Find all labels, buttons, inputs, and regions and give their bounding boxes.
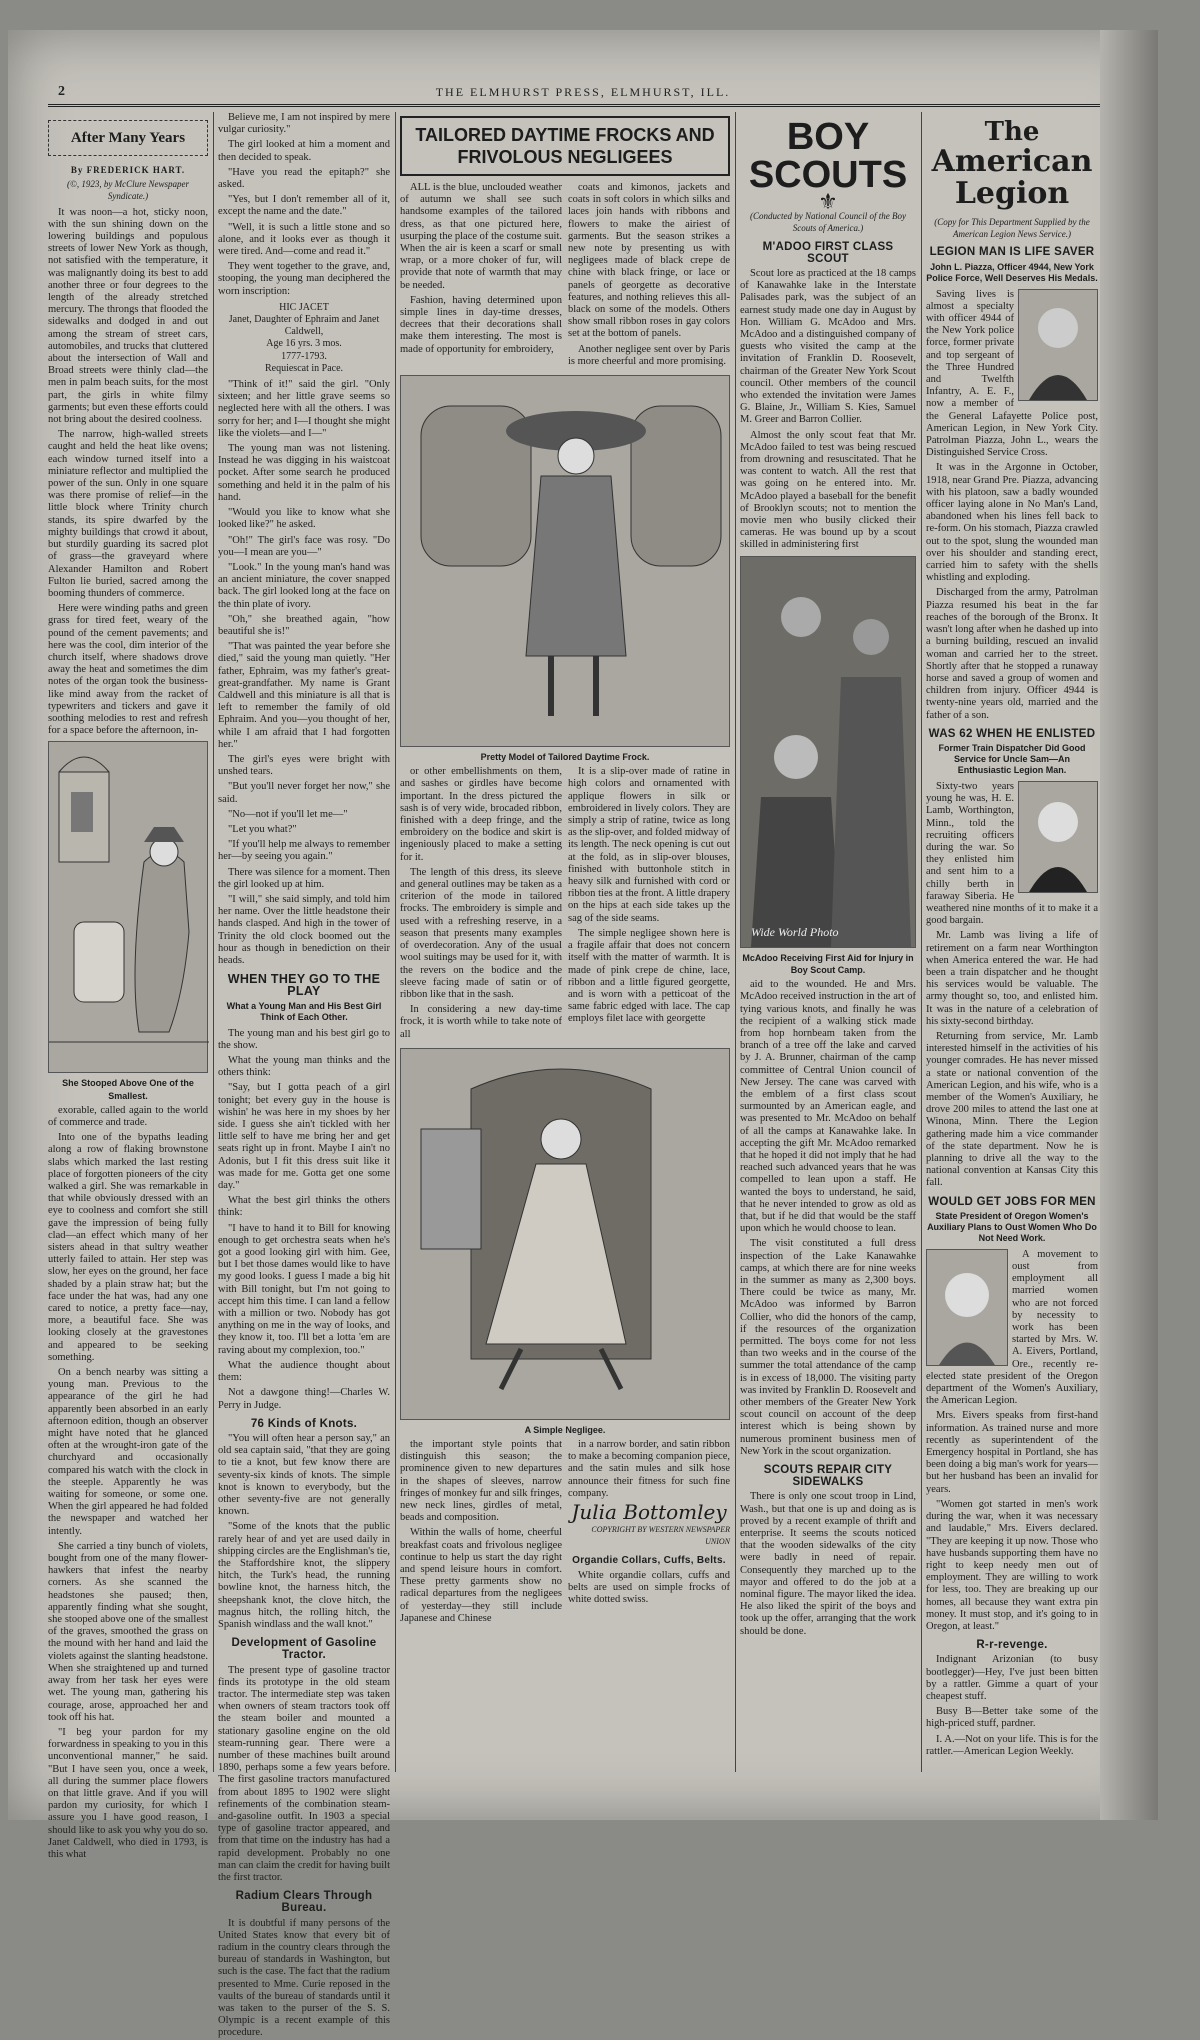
paragraph: The young man and his best girl go to the show. [218, 1027, 390, 1051]
boy-scouts-title [740, 118, 916, 194]
paragraph: Not a dawgone thing!—Charles W. Perry in Judge. [218, 1387, 390, 1411]
lamb-portrait-drawing [1019, 782, 1097, 892]
headline: 76 Kinds of Knots. [250, 1417, 358, 1430]
paragraph: "I beg your pardon for my forwardness in speaking to you in this unconventional manner," he said. "But I have seen you, once a week, all during the summer place flowers on that little grave. And if you will pardon my curiosity, for which I assure you I have good reason, I should like to ask you why you do so. Janet Caldwell, who died in 1793, is this what [48, 1726, 208, 1860]
paragraph: The narrow, high-walled streets caught and held the heat like ovens; each window turned itself into a miniature reflector and multiplied the power of the sun. Only in one square was there promise of relief—in the little block where Trinity church stands, its spire dwarfed by the mighty buildings that crowd it about, but sturdily guarding its sacred plot of grass—the graveyard where Alexander Hamilton and Robert Fulton lie buried, sacred among the booming thunders of commerce. [48, 429, 208, 599]
graveyard-illustration [48, 741, 208, 1073]
frock-drawing [401, 376, 731, 746]
paragraph: It was noon—a hot, sticky noon, with the sun shining down on the lowering buildings and populous streets of lower New York as though, not satisfied with the temperature, it was malignantly doing its best to add another three or four degrees to the length of the already stretched mercury. The throngs that flooded the sidewalks and dodged in and out among the stream of street cars, automobiles, and trucks that cluttered about the intersection of Wall and Broad streets were thinly clad—the men in palm beach suits, for the most part, the girls in white filmy garments; but even these efforts could not bring about the desired coolness. [48, 206, 208, 426]
subhead: What a Young Man and His Best Girl Think of Each Other. [226, 1000, 382, 1022]
masthead [48, 82, 1118, 107]
legion-title [926, 118, 1098, 210]
paragraph: Returning from service, Mr. Lamb interested himself in the activities of his younger comrades. He has never missed a state or national convention of the American Legion, and his wife, who is a member of the Women's Auxiliary, he drove 200 miles to attend the last one at Winona, Minn. There the Legion gathering made him a vice commander of the state department. Now he is planning to drive all the way to the national convention at Kansas City this fall. [926, 1030, 1098, 1189]
paragraph: "You will often hear a person say," an old sea captain said, "that they are going to tie a knot, but few know there are seventy-six kinds of knots. The simple knot is known to everybody, but the other seventy-five are not generally known. [218, 1432, 390, 1518]
fashion-headline: TAILORED DAYTIME FROCKS AND FRIVOLOUS NEGLIGEES [415, 125, 715, 167]
paragraph: "If you'll help me always to remember her—by seeing you again." [218, 839, 390, 863]
paragraph: It is a slip-over made of ratine in high colors and ornamented with applique flowers in silk or embroidered in lively colors. They are simply a strip of ratine, twice as long as the slip-over, and folded midway of its length. The neck opening is cut out at the fold, as in slip-over blouses, finished with buttonhole stitch in heavy silk and furnished with cord or ribbon ties at the front. A little drapery on the hips at each side takes up the sag of the side seams. [568, 766, 730, 924]
fashion-middle [400, 766, 730, 1043]
piazza-portrait [1018, 289, 1098, 401]
paragraph: "I will," she said simply, and told him her name. Over the little headstone their hands clasped. And high in the tower of Trinity the old clock boomed out the hour as though in benediction on their heads. [218, 893, 390, 966]
byline: By FREDERICK HART. [70, 165, 186, 175]
paragraph: I. A.—Not on your life. This is for the rattler.—American Legion Weekly. [926, 1733, 1098, 1757]
photo-credit: Wide World Photo [751, 925, 839, 940]
story-title-box [48, 120, 208, 156]
paragraph: aid to the wounded. He and Mrs. McAdoo received instruction in the art of tying various knots, and finally he was the recipient of a walking stick made from hop hornbeam taken from the branch of a tree off the lake and carved by J. A. Brunner, chairman of the camp committee of Central Union council of New Jersey. The cane was carved with the emblem of a first class scout surmounted by an American eagle, and was presented to Mr. McAdoo on behalf of all the camps at Kanawahke lake. In accepting the gift Mr. McAdoo remarked that he hoped it did not imply that he had reached such advanced years that he was compelled to lean upon a staff. He wanted the boys to understand, he said, that he never intended to grow as old as that, but if he did that would be the staff upon which he would choose to lean. [740, 979, 916, 1235]
illustration-caption: She Stooped Above One of the Smallest. [62, 1078, 194, 1101]
page-number: 2 [58, 84, 67, 99]
paragraph: "Women got started in men's work during the war, when it was necessary and laudable," Mrs. Eivers declared. "They are keeping it up now. Those who have husbands supporting them have no right to keep needy men out of employment. They are willing to work for less, too. They are breaking up our homes, all because they want extra pin money. It must stop, and it's going to in Oregon, at least." [926, 1498, 1098, 1632]
paragraph: There was silence for a moment. Then the girl looked up at him. [218, 866, 390, 890]
negligee-drawing [401, 1049, 731, 1419]
column-rule [213, 112, 214, 1772]
paragraph: Discharged from the army, Patrolman Piazza resumed his beat in the far reaches of the borough of the Bronx. It wasn't long after when he dashed up into a burning building, rescued an invalid woman and carried her to the street. Shortly after that he stopped a runaway horse and saved a group of women and children from injury. Officer 4944 is twenty-nine years old, married and the father of a son. [926, 587, 1098, 721]
boy-scouts-title-line1: BOY [786, 116, 870, 158]
paragraph: Fashion, having determined upon simple lines in day-time dresses, decrees that their decorations shall make them interesting. The most is made of opportunity for embroidery, [400, 294, 562, 355]
paragraph: The girl's eyes were bright with unshed tears. [218, 753, 390, 778]
paragraph: "But you'll never forget her now," she said. [218, 781, 390, 805]
legion-title-line3: Legion [954, 176, 1070, 211]
fashion-feature [400, 112, 730, 1772]
frock-caption: Pretty Model of Tailored Daytime Frock. [480, 752, 650, 763]
column-rule [395, 112, 396, 1772]
paragraph: She carried a tiny bunch of violets, bought from one of the many flower-hawkers that infest the nearby corners. As she scanned the headstones she paused; then, apparently finding what she sought, she stooped above one of the smallest of the graves, smoothed the grass on the mound with her hand and laid the violets against the slanting headstone. When she straightened up and turned away from her task her eyes were wet. The young man, gathering his courage, arose, approached her and took off his hat. [48, 1540, 208, 1723]
mcadoo-photo [740, 556, 916, 948]
paragraph: It is doubtful if many persons of the United States know that every bit of radium in the country clears through the bureau of standards in Washington, but such is the case. The fact that the radium presented to Mme. Curie reposed in the vaults of the bureau of standards until it was taken to the purser of the S. S. Olympic is a recent example of this procedure. [218, 1917, 390, 2039]
headline: LEGION MAN IS LIFE SAVER [929, 246, 1095, 259]
fashion-bottom-left [400, 1439, 562, 1628]
fashion-intro [400, 182, 730, 371]
department-credit: (Copy for This Department Supplied by the American Legion News Service.) [934, 217, 1090, 240]
american-legion-column [926, 112, 1098, 1772]
fashion-middle-left [400, 766, 562, 1043]
paragraph: It was in the Argonne in October, 1918, near Grand Pre. Piazza, advancing with his platoon, saw a badly wounded officer laying alone in No Man's Land, abandoned when his lines fell back to re-form. On his stomach, Piazza crawled out to the spot, slung the wounded man over his shoulder and standing erect, carried him to safety with the shells whistling and exploding. [926, 462, 1098, 584]
paragraph: "Some of the knots that the public rarely hear of and yet are used daily in shipping circles are the Englishman's tie, the Staffordshire knot, the slippery hitch, the Turk's head, the running bowline knot, the harness hitch, the sheepshank knot, the clove hitch, the magnus hitch, the rolling hitch, the Spanish windlass and the wall knot." [218, 1521, 390, 1630]
paragraph: "Say, but I gotta peach of a girl tonight; bet every guy in the house is wishin' he was here in my shoes by her side. I guess she ain't tickled with her little self to have me bring her and get seats right up in front. Maybe I ain't no Adonis, but I fit this dress suit like it was made for me. Gotta get one some day." [218, 1082, 390, 1192]
legion-title-line1: The [984, 117, 1040, 147]
paragraph: "Well, it is such a little stone and so alone, and it looks ever as though it were tired. And—come and read it." [218, 221, 390, 258]
paragraph: Saving lives is almost a specialty with officer 4944 of the New York police force, former private and top sergeant of the Three Hundred and Twelfth Infantry, A. E. F., now a member of the General Lafayette Police post, American Legion, in New York City. Patrolman Piazza, John L., wears the Distinguished Service Cross. [926, 288, 1098, 459]
paragraph: Almost the only scout feat that Mr. McAdoo failed to test was being rescued from drowning and resuscitated. That he was content to watch. All the rest that was going on he entered into. Mr. McAdoo played a baseball for the benefit of Brooklyn scouts; not to mention the movie men who busily clicked their cameras. He was bound up by a scout skilled in administering first [740, 429, 916, 551]
boy-scouts-column [740, 112, 916, 1772]
fashion-intro-right [568, 182, 730, 371]
epitaph: HIC JACET Janet, Daughter of Ephraim and Janet Caldwell, Age 16 yrs. 3 mos. 1777-1793. Requiescat in Pace. [228, 301, 380, 374]
paragraph: Busy B—Better take some of the high-priced stuff, pardner. [926, 1706, 1098, 1730]
paragraph: "Look." In the young man's hand was an ancient miniature, the cover snapped back. The girl looked long at the face on the thin plate of ivory. [218, 561, 390, 610]
paragraph: Another negligee sent over by Paris is more cheerful and more promising. [568, 343, 730, 367]
eivers-portrait [926, 1249, 1008, 1366]
copyright-credit: COPYRIGHT BY WESTERN NEWSPAPER UNION [591, 1525, 730, 1547]
paragraph: Into one of the bypaths leading along a row of flaking brownstone slabs which marked the last resting place of forgotten pioneers of the city walked a girl. She was remarkable in that while obviously dressed with an eye to coolness and comfort she still gave the impression of being fully clad—an effect which many of her sisters ahead in that sultry weather utterly failed to attain. Her step was slow, her eyes on the ground, her face shaded by a plain straw hat; but the face under the hat was, had any one cared to notice, a pretty face—nay, more, a beautiful face. She was looking closely at the gravestones and appeared to be seeking something. [48, 1132, 208, 1363]
column-two [218, 112, 390, 2039]
fashion-headline-box [400, 116, 730, 176]
paragraph: Sixty-two years young he was, H. E. Lamb, Worthington, Minn., told the recruiting officers during the war. So they enlisted him and sent him to a chilly berth in faraway Siberia. He weathered nine months of it to make it a good bargain. [926, 780, 1098, 927]
headline: WOULD GET JOBS FOR MEN [928, 1195, 1096, 1208]
paragraph: In considering a new day-time frock, it is worth while to take note of all [400, 1004, 562, 1040]
eivers-portrait-drawing [927, 1250, 1007, 1365]
headline: M'ADOO FIRST CLASS SCOUT [762, 240, 894, 265]
paragraph: "Let you what?" [228, 823, 297, 835]
torn-page-edge [1100, 30, 1158, 1820]
headline: Radium Clears Through Bureau. [235, 1890, 373, 1915]
paragraph: in a narrow border, and satin ribbon to make a becoming companion piece, and the satin mules and silk hose announce their fitness for such fine company. [568, 1438, 730, 1499]
piazza-portrait-drawing [1019, 290, 1097, 400]
paragraph: "I have to hand it to Bill for knowing enough to get orchestra seats when he's got a good looking girl with him. Gee, but I bet those dames would like to have my good looks. I guess I made a big hit with Bill tonight, but I'm not going to accept him this time. I can land a fellow with a million or two. Nobody has got anything on me in the way of looks, and they know it, too. I'll bet a lotta 'em are raving about my complexion, too." [218, 1222, 390, 1356]
paragraph: There is only one scout troop in Lind, Wash., but that one is up and doing as is proved by a recent example of thrift and enterprise. It seems the scouts noticed that the wooden sidewalks of the city were badly in need of repair. Consequently they marched up to the mayor and offered to do the job at a nominal figure. The mayor liked the idea. He also liked the spirit of the boys and took up the offer, arranging that the work should be done. [740, 1491, 916, 1637]
fashion-intro-left [400, 182, 562, 371]
paragraph: They went together to the grave, and, stooping, the young man deciphered the worn inscription: [218, 261, 390, 297]
legion-title-line2: American [931, 144, 1093, 179]
paragraph: coats and kimonos, jackets and coats in soft colors in which silks and laces join hands with ribbons and flowers to make the airiest of garments. But the season strikes a new note by presenting us with negligees made of black crepe de chine with black fringe, or lace or panels of georgette as decorative features, and nothing relieves this all-black on some of the models. Others show small ribbon roses in gay colors set at the bottom of panels. [568, 182, 730, 340]
paragraph: Mrs. Eivers speaks from first-hand information. As trained nurse and more recently as superintendent of the Emergency hospital in Portland, she has been doing a big man's work for years—but her husband has been an invalid for years. [926, 1410, 1098, 1495]
headline: WAS 62 WHEN HE ENLISTED [928, 727, 1096, 740]
paragraph: "Think of it!" said the girl. "Only sixteen; and her little grave seems so neglected here with all the others. I was sorry for her; and I—I thought she might like the violets—and I—" [218, 379, 390, 439]
paragraph: Within the walls of home, cheerful breakfast coats and frivolous negligee continue to help us start the day right and spend leisure hours in comfort. These pretty garments show no radical departures from the negligees of yesterday—they still include Japanese and Chinese [400, 1527, 562, 1624]
paragraph: The young man was not listening. Instead he was digging in his waistcoat pocket. After some search he produced something and held it in the palm of his hand. [218, 443, 390, 503]
boy-scouts-title-line2: SCOUTS [748, 154, 908, 196]
paragraph: ALL is the blue, unclouded weather of autumn we shall see such handsome examples of the tailored dress, as that one pictured here, usurping the place of the costume suit. When the air is keen a scarf or small wrap, or a more choker of fur, will provide that note of warmth that may be needed. [400, 182, 562, 291]
subhead: John L. Piazza, Officer 4944, New York Police Force, Well Deserves His Medals. [926, 261, 1098, 283]
headline: Organdie Collars, Cuffs, Belts. [572, 1554, 726, 1566]
paragraph: Believe me, I am not inspired by mere vulgar curiosity." [218, 112, 390, 136]
column-rule [921, 112, 922, 1772]
fashion-bottom [400, 1439, 730, 1628]
column-rule [735, 112, 736, 1772]
paragraph: Mr. Lamb was living a life of retirement on a farm near Worthington when America entered the war. He had been a train dispatcher and he thought his services would be valuable. The army thought so, too, and enlisted him. It was in the nature of a celebration of his sixty-second birthday. [926, 930, 1098, 1027]
negligee-caption: A Simple Negligee. [524, 1424, 606, 1435]
department-credit: (Conducted by National Council of the Boy Scouts of America.) [750, 211, 906, 234]
graveyard-drawing [49, 742, 209, 1072]
scout-emblem-icon: ⚜ [818, 189, 838, 214]
mcadoo-photo-drawing [741, 557, 917, 947]
paragraph: The simple negligee shown here is a fragile affair that does not concern itself with the matter of warmth. It is made of pink crepe de chine, lace, ribbon and a little figured georgette, and is worn with a petticoat of the same fabric edged with lace. The cap employs filet lace with georgette [568, 927, 730, 1025]
headline: R-r-revenge. [976, 1639, 1048, 1652]
newspaper-page [8, 30, 1158, 2039]
paragraph: The length of this dress, its sleeve and general outlines may be taken as a criterion of the mode in tailored frocks. The embroidery is simple and used with a refreshing reserve, in a season that presents many examples of overdecoration. Any of the usual wool suitings may be used for it, with the revers on the bodice and the sleeve facing made of satin or of ribbon like that in the sash. [400, 866, 562, 1000]
paragraph: "Yes, but I don't remember all of it, except the name and the date." [218, 194, 390, 218]
signature: Julia Bottomley [571, 1499, 727, 1524]
paragraph: What the best girl thinks the others think: [218, 1195, 390, 1219]
headline: Development of Gasoline Tractor. [231, 1637, 377, 1662]
paragraph: exorable, called again to the world of commerce and trade. [48, 1104, 208, 1128]
copyright-line: (©, 1923, by McClure Newspaper Syndicate.) [67, 179, 189, 202]
paragraph: Here were winding paths and green grass for tired feet, weary of the pound of the cement pavements; and here was the cool, dim interior of the church itself, where shadows drove away the heat and sometimes the dim notes of the organ took the business-like mind away from the racket of typewriters and tickers and gave it soothing melodies to rest and refresh for a space before the afternoon, in- [48, 603, 208, 737]
paragraph: The visit constituted a full dress inspection of the Lake Kanawahke camps, at which there are for nine weeks in the summer as many as 2,300 boys. There could be twice as many, Mr. McAdoo was informed by Barron Collier, who did the honors of the camp, if the resources of the organization permitted. The boys come for not less than two weeks and in the course of the summer the total attendance of the camp is in excess of 18,000. The visiting party was invited by Franklin D. Roosevelt and other members of the Greater New York scout council on account of the deep interest which is being shown by numerous prominent business men of New York in the scout organization. [740, 1238, 916, 1457]
negligee-illustration [400, 1048, 730, 1420]
lamb-portrait [1018, 781, 1098, 893]
paragraph: "Oh," she breathed again, "how beautiful she is!" [218, 613, 390, 637]
paragraph: The girl looked at him a moment and then decided to speak. [218, 139, 390, 163]
paragraph: "That was painted the year before she died," said the young man quietly. "Her father, Ephraim, was my father's great-great-grandfather. My name is Grant Caldwell and this miniature is all that is left to remember the family of old Ephraim. And you—you thought of her, while I am afraid that I had forgotten her." [218, 641, 390, 750]
frock-illustration [400, 375, 730, 747]
paragraph: "Oh!" The girl's face was rosy. "Do you—I mean are you—" [218, 534, 390, 558]
paragraph: "Have you read the epitaph?" she asked. [218, 166, 390, 191]
paragraph: What the audience thought about them: [218, 1359, 390, 1384]
paragraph: A movement to oust from employment all married women who are not forced by necessity to work has been started by Mrs. W. A. Eivers, Portland, Ore., recently re-elected state president of the Oregon department of the Women's Auxiliary, the American Legion. [926, 1248, 1098, 1407]
subhead: Former Train Dispatcher Did Good Service for Uncle Sam—An Enthusiastic Legion Man. [938, 742, 1086, 775]
paragraph: On a bench nearby was sitting a young man. Previous to the appearance of the girl he had apparently been absorbed in an early afternoon edition, though an observer might have noted that he glanced often at the wrought-iron gate of the churchyard and occasionally compared his watch with the clock in the steeple. Apparently he was waiting for someone, or some one. When the girl appeared he had folded the newspaper and watched her intently. [48, 1367, 208, 1537]
paragraph: "No—not if you'll let me—" [228, 808, 348, 820]
paragraph: The present type of gasoline tractor finds its prototype in the old steam tractor. The intermediate step was taken when owners of steam tractors took off the steam boiler and mounted a stationary gasoline engine on the old steam-running gear. There were a number of these machines built around 1890, perhaps some a few years before. The first gasoline tractors manufactured from about 1895 to 1902 were slight refinements of the combination steam-and-gasoline outfit. In 1903 a special type of gasoline tractor appeared, and from that time on the industry has had a rapid development. Probably no one man can claim the credit for having built the first tractor. [218, 1664, 390, 1884]
column-after-many-years [48, 112, 208, 1860]
paragraph: White organdie collars, cuffs and belts are used on simple frocks of white dotted swiss. [568, 1569, 730, 1606]
headline: WHEN THEY GO TO THE PLAY [227, 972, 381, 999]
story-title: After Many Years [70, 130, 186, 146]
paragraph: Indignant Arizonian (to busy bootlegger)—Hey, I've just been bitten by a rattler. Gimme a quart of your cheapest stuff. [926, 1654, 1098, 1702]
paragraph: Scout lore as practiced at the 18 camps of Kanawahke lake in the Interstate Palisades park, was the subject of an earnest study made one day in August by Hon. William G. McAdoo and Mrs. McAdoo and a distinguished company of guests who visited the camp at the invitation of Franklin D. Roosevelt, chairman of the Greater New York Scout council. Other members of the council who extended the invitation were James G. Blaine, Jr., William S. Kies, Samuel M. Greer and Barron Collier. [740, 268, 916, 426]
photo-caption: McAdoo Receiving First Aid for Injury in Boy Scout Camp. [742, 952, 914, 975]
paragraph: the important style points that distinguish this season; the prominence given to new departures in the shapes of sleeves, narrow fringes of monkey fur and silk fringes, new neck lines, girdles of metal, beads and composition. [400, 1438, 562, 1524]
paragraph: "Would you like to know what she looked like?" he asked. [218, 507, 390, 531]
fashion-middle-right [568, 766, 730, 1043]
fashion-bottom-right [568, 1439, 730, 1628]
paragraph: or other embellishments on them, and sashes or girdles have become important. In the dress pictured the sash is of very wide, brocaded ribbon, finished with a deep fringe, and the embroidery on the bodice and skirt is ingeniously placed to make a setting for it. [400, 766, 562, 863]
subhead: State President of Oregon Women's Auxiliary Plans to Oust Women Who Do Not Need Work. [927, 1210, 1097, 1243]
paragraph: What the young man thinks and the others think: [218, 1055, 390, 1079]
headline: SCOUTS REPAIR CITY SIDEWALKS [763, 1464, 893, 1489]
masthead-title: THE ELMHURST PRESS, ELMHURST, ILL. [435, 85, 731, 99]
